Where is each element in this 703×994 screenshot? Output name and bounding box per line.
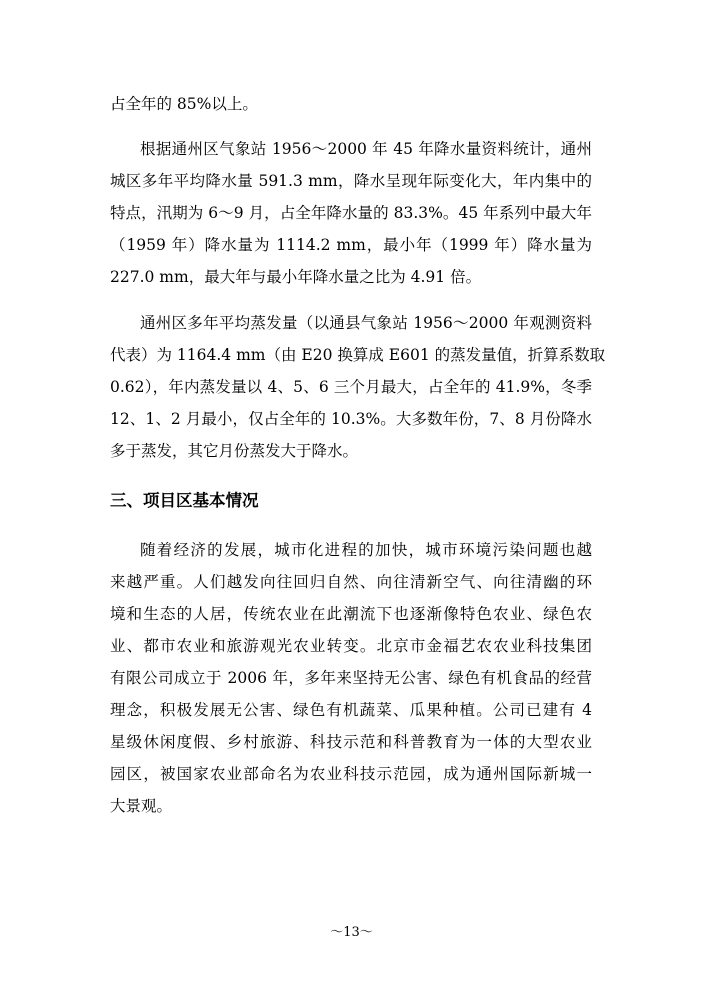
- paragraph-line: 通州区多年平均蒸发量（以通县气象站 1956～2000 年观测资料: [140, 314, 592, 332]
- paragraph-line: 特点，汛期为 6～9 月，占全年降水量的 83.3%。45 年系列中最大年: [110, 204, 592, 222]
- paragraph-line: 根据通州区气象站 1956～2000 年 45 年降水量资料统计，通州: [140, 140, 592, 158]
- paragraph-line: 理念，积极发展无公害、绿色有机蔬菜、瓜果种植。公司已建有 4: [110, 701, 592, 719]
- paragraph-line: 12、1、2 月最小，仅占全年的 10.3%。大多数年份，7、8 月份降水: [110, 410, 592, 428]
- page-number: ～13～: [330, 925, 373, 940]
- paragraph-line: 业、都市农业和旅游观光农业转变。北京市金福艺农农业科技集团: [110, 637, 592, 655]
- paragraph-line: 多于蒸发，其它月份蒸发大于降水。: [110, 442, 359, 460]
- paragraph-line: 园区，被国家农业部命名为农业科技示范园，成为通州国际新城一: [110, 765, 592, 783]
- paragraph-line: 有限公司成立于 2006 年，多年来坚持无公害、绿色有机食品的经营: [110, 669, 592, 687]
- paragraph-line: 0.62），年内蒸发量以 4、5、6 三个月最大，占全年的 41.9%，冬季: [110, 378, 592, 396]
- paragraph-line: 星级休闲度假、乡村旅游、科技示范和科普教育为一体的大型农业: [110, 733, 592, 751]
- paragraph-line: 来越严重。人们越发向往回归自然、向往清新空气、向往清幽的环: [110, 573, 592, 591]
- paragraph-line: 227.0 mm，最大年与最小年降水量之比为 4.91 倍。: [110, 268, 482, 286]
- paragraph-line: 大景观。: [110, 797, 173, 815]
- paragraph-line: 城区多年平均降水量 591.3 mm，降水呈现年际变化大，年内集中的: [110, 172, 592, 190]
- paragraph-line: 境和生态的人居，传统农业在此潮流下也逐渐像特色农业、绿色农: [110, 605, 592, 623]
- paragraph-line: 代表）为 1164.4 mm（由 E20 换算成 E601 的蒸发量值，折算系数取: [110, 346, 606, 364]
- paragraph-line: （1959 年）降水量为 1114.2 mm，最小年（1999 年）降水量为: [110, 236, 592, 254]
- paragraph-line: 占全年的 85%以上。: [110, 95, 258, 113]
- section-heading: 三、项目区基本情况: [110, 491, 259, 510]
- paragraph-line: 随着经济的发展，城市化进程的加快，城市环境污染问题也越: [140, 541, 592, 559]
